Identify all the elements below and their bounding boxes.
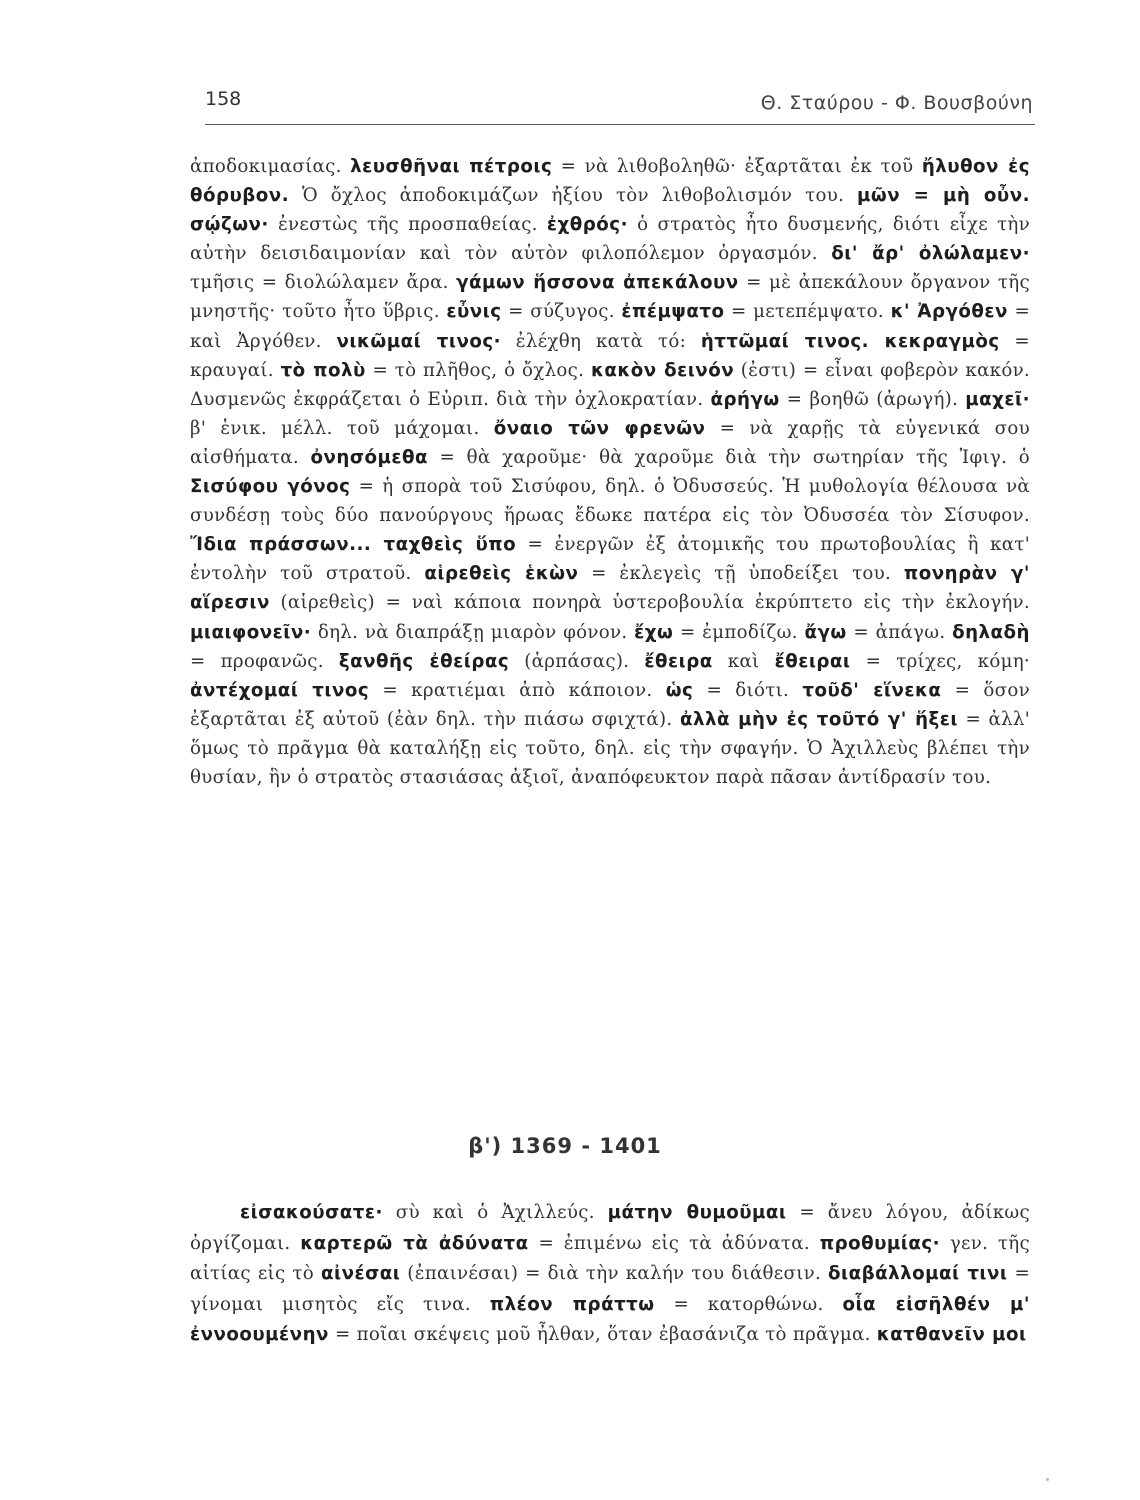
paragraph-indent	[190, 1202, 240, 1223]
gloss-text: = κρατιέμαι ἀπὸ κάποιον.	[369, 679, 666, 701]
gloss-text: (ἐστι) = εἶναι φοβερὸν κακόν. Δυσμενῶς ἐκφράζεται ὁ Εὐριπ. διὰ τὴν ὀχλοκρατίαν.	[190, 359, 1031, 410]
gloss-text: γεν. τῆς αἰτίας εἰς τὸ	[190, 1232, 1030, 1284]
gloss-text: = νὰ χαρῇς τὰ εὐγενικά σου αἰσθήματα.	[190, 417, 1030, 468]
lemma-term: εἰσακούσατε·	[240, 1202, 383, 1223]
lemma-term: πονηρὰν γ' αἵρεσιν	[190, 563, 1030, 614]
gloss-text: = τρίχες, κόμη·	[850, 650, 1030, 672]
gloss-text: = μετεπέμψατο.	[724, 301, 891, 323]
lemma-term: ἀρήγω	[710, 388, 780, 410]
lemma-term: κατθανεῖν μοι	[876, 1324, 1027, 1345]
gloss-text: = ἐμποδίζω.	[673, 621, 805, 643]
gloss-text: (αἱρεθεὶς) = ναὶ κάποια πονηρὰ ὑστεροβουλία ἐκρύπτετο εἰς τὴν ἐκλογήν.	[269, 592, 1030, 614]
lemma-term: Σισύφου γόνος	[190, 476, 351, 498]
gloss-text: (ἁρπάσας).	[509, 650, 645, 672]
gloss-text: ἀποδοκιμασίας.	[190, 156, 351, 177]
lemma-term: αἰνέσαι	[321, 1263, 401, 1284]
lemma-term: μῶν = μὴ οὖν.	[857, 185, 1030, 207]
lemma-term: τὸ πολὺ	[280, 359, 366, 381]
commentary-paragraph-2	[190, 1198, 1030, 1351]
lemma-term: ἔθειραι	[774, 650, 851, 672]
lemma-term: μιαιφονεῖν·	[190, 621, 312, 643]
lemma-term: λευσθῆναι πέτροις	[350, 156, 553, 177]
lemma-term: ἔθειρα	[644, 650, 713, 672]
gloss-text: = ποῖαι σκέψεις μοῦ ἦλθαν, ὅταν ἐβασάνιζα τὸ πρᾶγμα.	[328, 1324, 877, 1345]
gloss-text: = καὶ Ἀργόθεν.	[190, 301, 1031, 352]
page-number: 158	[205, 88, 242, 110]
lemma-term: αἱρεθεὶς ἑκὼν	[424, 563, 579, 585]
gloss-text: ἐλέχθη κατὰ τό:	[501, 330, 701, 352]
lemma-term: τοῦδ' εἵνεκα	[802, 679, 942, 701]
gloss-text: = κραυγαί.	[190, 330, 1030, 381]
lemma-term: ἄγω	[804, 621, 847, 643]
gloss-text: (ἐπαινέσαι) = διὰ τὴν καλήν του διάθεσιν.	[400, 1263, 829, 1284]
lemma-term: προθυμίας·	[819, 1232, 941, 1254]
gloss-text: = τὸ πλῆθος, ὁ ὄχλος.	[365, 359, 591, 381]
gloss-text: = ἡ σπορὰ τοῦ Σισύφου, δηλ. ὁ Ὀδυσσεύς. Ἡ μυθολογία θέλουσα νὰ συνδέσῃ τοὺς δύο πανούργους ἥρωας ἔδωκε πατέρα εἰς τὸν Ὀδυσσέα τὸν Σίσυφον.	[190, 476, 1031, 527]
lemma-term: ξανθῆς ἐθείρας	[338, 650, 510, 672]
lemma-term: ὡς	[665, 679, 694, 701]
gloss-text: = ἀλλ' ὅμως τὸ πρᾶγμα θὰ καταλήξῃ εἰς τοῦτο, δηλ. εἰς τὴν σφαγήν. Ὁ Ἀχιλλεὺς βλέπει τὴν θυσίαν, ἣν ὁ στρατὸς στασιάσας ἀξιοῖ, ἀναπόφευκτον παρὰ πᾶσαν ἀντίδρασίν του.	[190, 708, 1030, 788]
gloss-text: = βοηθῶ (ἀρωγή).	[779, 388, 966, 410]
lemma-term: διαβάλλομαί τινι	[828, 1263, 1008, 1284]
gloss-text: = σύζυγος.	[501, 301, 622, 323]
gloss-text: σὺ καὶ ὁ Ἀχιλλεύς.	[382, 1202, 608, 1223]
lemma-term: ὀνησόμεθα	[310, 446, 428, 468]
lemma-term: δι' ἄρ' ὀλώλαμεν·	[831, 243, 1030, 265]
lemma-term: μαχεῖ·	[965, 388, 1030, 410]
page-header	[205, 82, 1035, 125]
gloss-text: β' ἑνικ. μέλλ. τοῦ μάχομαι.	[190, 417, 494, 439]
gloss-text: ὁ στρατὸς ἦτο δυσμενής, διότι εἶχε τὴν αὐτὴν δεισιδαιμονίαν καὶ τὸν αὐτὸν φιλοπόλεμον ὀργασμόν.	[190, 214, 1030, 265]
lemma-term: ὄναιο τῶν φρενῶν	[493, 417, 706, 439]
gloss-text: = ἐπιμένω εἰς τὰ ἀδύνατα.	[528, 1232, 820, 1254]
lemma-term: δηλαδὴ	[952, 621, 1030, 643]
lemma-term: οἷα εἰσῆλθέν μ' ἐννοουμένην	[190, 1293, 1030, 1345]
lemma-term: σῴζων·	[190, 214, 269, 236]
gloss-text: = νὰ λιθοβοληθῶ· ἐξαρτᾶται ἐκ τοῦ	[552, 156, 922, 177]
lemma-term: εὖνις	[446, 301, 502, 323]
lemma-term: ἀντέχομαί τινος	[190, 679, 370, 701]
gloss-text: = γίνομαι μισητὸς εἴς τινα.	[190, 1263, 1030, 1315]
lemma-term: ἐχθρός·	[546, 214, 628, 236]
gloss-text: = ἀπάγω.	[846, 621, 953, 643]
gloss-text: = ἐκλεγεὶς τῇ ὑποδείξει του.	[578, 563, 904, 585]
gloss-text: = ὅσον ἐξαρτᾶται ἐξ αὐτοῦ (ἐὰν δηλ. τὴν πιάσω σφιχτά).	[190, 679, 1030, 730]
gloss-text: Ὁ ὄχλος ἀποδοκιμάζων ἠξίου τὸν λιθοβολισμόν του.	[289, 185, 857, 207]
lemma-term: ἔχω	[634, 621, 674, 643]
gloss-text: = μὲ ἀπεκάλουν ὄργανον τῆς μνηστῆς· τοῦτο ἦτο ὕβρις.	[190, 272, 1030, 323]
lemma-term: πλέον πράττω	[489, 1293, 655, 1315]
lemma-term: ἤλυθον ἐς θόρυβον.	[190, 156, 1031, 207]
section-heading	[0, 1134, 1140, 1158]
gloss-text: = ἄνευ λόγου, ἀδίκως ὀργίζομαι.	[190, 1202, 1030, 1254]
gloss-text: = θὰ χαροῦμε· θὰ χαροῦμε διὰ τὴν σωτηρίαν τῆς Ἰφιγ. ὁ	[427, 446, 1030, 468]
gloss-text: δηλ. νὰ διαπράξῃ μιαρὸν φόνον.	[311, 621, 635, 643]
lemma-term: νικῶμαί τινος·	[336, 330, 502, 352]
gloss-text: καὶ	[712, 650, 775, 672]
scan-speck	[1046, 1478, 1049, 1481]
running-head: Θ. Σταύρου - Φ. Βουσβούνη	[760, 92, 1033, 114]
lemma-term: γάμων ἥσσονα ἀπεκάλουν	[456, 272, 739, 294]
lemma-term: ἐπέμψατο	[621, 301, 725, 323]
lemma-term: Ἴδια πράσσων... ταχθεὶς ὕπο	[190, 534, 517, 556]
gloss-text: = κατορθώνω.	[654, 1293, 843, 1315]
section-heading-text: β') 1369 - 1401	[468, 1134, 662, 1158]
commentary-paragraph-1	[190, 152, 1030, 792]
lemma-term: καρτερῶ τὰ ἀδύνατα	[300, 1232, 529, 1254]
lemma-term: ἡττῶμαί τινος. κεκραγμὸς	[700, 330, 1000, 352]
lemma-term: κακὸν δεινόν	[590, 359, 735, 381]
gloss-text: τμῆσις = διολώλαμεν ἄρα.	[190, 272, 457, 294]
gloss-text: = ἐνεργῶν ἐξ ἀτομικῆς του πρωτοβουλίας ἢ κατ' ἐντολὴν τοῦ στρατοῦ.	[190, 534, 1030, 585]
lemma-term: κ' Ἀργόθεν	[890, 301, 1008, 323]
lemma-term: μάτην θυμοῦμαι	[607, 1202, 787, 1223]
gloss-text: ἐνεστὼς τῆς προσπαθείας.	[268, 214, 547, 236]
lemma-term: ἀλλὰ μὴν ἐς τοῦτό γ' ἥξει	[679, 708, 958, 730]
gloss-text: = διότι.	[693, 679, 803, 701]
gloss-text: = προφανῶς.	[190, 650, 339, 672]
